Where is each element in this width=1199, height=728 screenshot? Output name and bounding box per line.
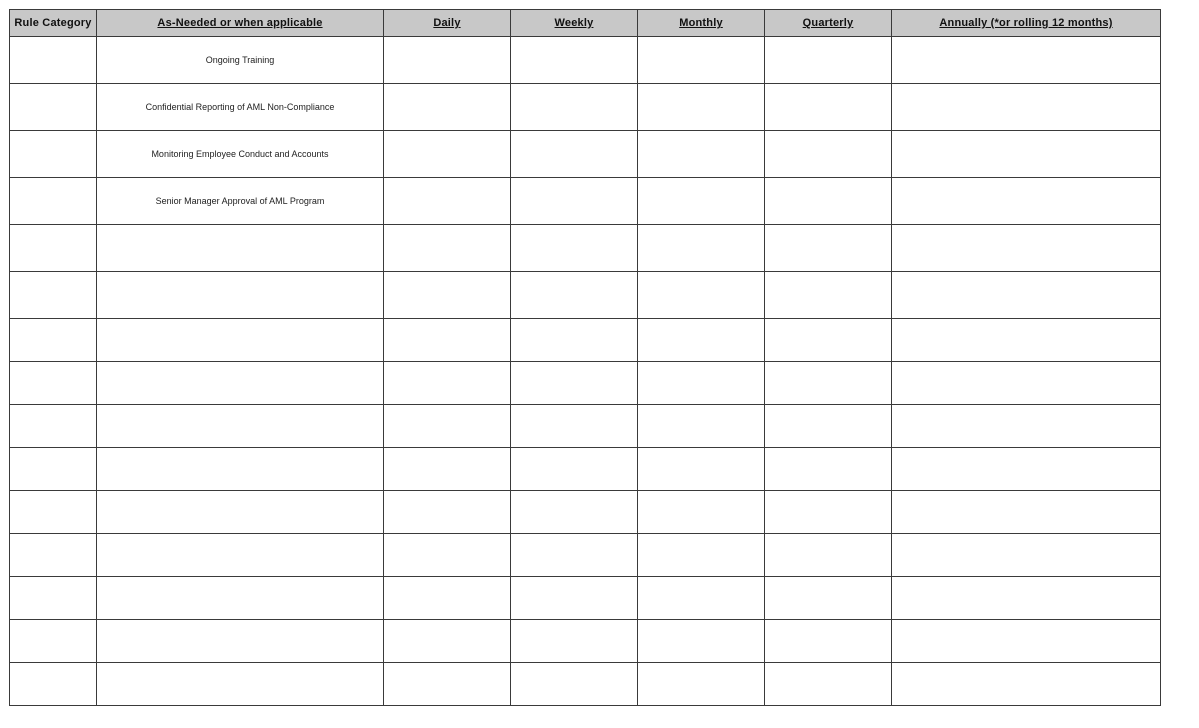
table-row xyxy=(10,362,1161,405)
cell-monthly xyxy=(638,272,765,319)
cell-as-needed xyxy=(97,577,384,620)
cell-weekly xyxy=(511,620,638,663)
cell-as-needed xyxy=(97,362,384,405)
cell-monthly xyxy=(638,534,765,577)
cell-monthly xyxy=(638,131,765,178)
cell-quarterly xyxy=(765,225,892,272)
cell-daily xyxy=(384,663,511,706)
cell-annually xyxy=(892,663,1161,706)
cell-quarterly xyxy=(765,362,892,405)
table-row xyxy=(10,491,1161,534)
cell-monthly xyxy=(638,620,765,663)
table-row xyxy=(10,178,1161,225)
table-row xyxy=(10,534,1161,577)
cell-as-needed: Monitoring Employee Conduct and Accounts xyxy=(97,131,384,178)
cell-weekly xyxy=(511,534,638,577)
cell-quarterly xyxy=(765,319,892,362)
cell-weekly xyxy=(511,37,638,84)
cell-monthly xyxy=(638,663,765,706)
cell-annually xyxy=(892,272,1161,319)
cell-weekly xyxy=(511,405,638,448)
cell-rule-category xyxy=(10,663,97,706)
cell-daily xyxy=(384,362,511,405)
cell-daily xyxy=(384,448,511,491)
cell-daily xyxy=(384,272,511,319)
cell-daily xyxy=(384,620,511,663)
header-annually: Annually (*or rolling 12 months) xyxy=(892,10,1161,37)
cell-as-needed xyxy=(97,620,384,663)
cell-annually xyxy=(892,37,1161,84)
cell-quarterly xyxy=(765,178,892,225)
cell-rule-category xyxy=(10,491,97,534)
cell-quarterly xyxy=(765,534,892,577)
table-row xyxy=(10,319,1161,362)
cell-as-needed xyxy=(97,491,384,534)
cell-quarterly xyxy=(765,491,892,534)
cell-monthly xyxy=(638,84,765,131)
header-quarterly: Quarterly xyxy=(765,10,892,37)
table-row xyxy=(10,663,1161,706)
cell-rule-category xyxy=(10,362,97,405)
cell-as-needed xyxy=(97,319,384,362)
cell-as-needed xyxy=(97,272,384,319)
cell-rule-category xyxy=(10,620,97,663)
cell-rule-category xyxy=(10,131,97,178)
cell-annually xyxy=(892,491,1161,534)
cell-weekly xyxy=(511,491,638,534)
header-row xyxy=(10,10,1161,37)
cell-annually xyxy=(892,620,1161,663)
header-as-needed: As-Needed or when applicable xyxy=(97,10,384,37)
cell-rule-category xyxy=(10,319,97,362)
cell-annually xyxy=(892,534,1161,577)
cell-monthly xyxy=(638,362,765,405)
cell-monthly xyxy=(638,319,765,362)
cell-weekly xyxy=(511,577,638,620)
table-row xyxy=(10,405,1161,448)
cell-monthly xyxy=(638,37,765,84)
header-rule-category: Rule Category xyxy=(10,10,97,37)
cell-annually xyxy=(892,577,1161,620)
cell-as-needed xyxy=(97,225,384,272)
cell-annually xyxy=(892,319,1161,362)
cell-weekly xyxy=(511,663,638,706)
cell-weekly xyxy=(511,84,638,131)
cell-weekly xyxy=(511,178,638,225)
cell-daily xyxy=(384,405,511,448)
cell-monthly xyxy=(638,178,765,225)
header-daily: Daily xyxy=(384,10,511,37)
cell-monthly xyxy=(638,225,765,272)
cell-as-needed xyxy=(97,448,384,491)
cell-as-needed: Confidential Reporting of AML Non-Compliance xyxy=(97,84,384,131)
cell-monthly xyxy=(638,405,765,448)
table-row xyxy=(10,131,1161,178)
cell-quarterly xyxy=(765,620,892,663)
cell-quarterly xyxy=(765,84,892,131)
header-monthly: Monthly xyxy=(638,10,765,37)
cell-daily xyxy=(384,225,511,272)
cell-quarterly xyxy=(765,131,892,178)
cell-rule-category xyxy=(10,272,97,319)
cell-daily xyxy=(384,491,511,534)
cell-annually xyxy=(892,362,1161,405)
table-row xyxy=(10,84,1161,131)
cell-rule-category xyxy=(10,448,97,491)
cell-as-needed: Senior Manager Approval of AML Program xyxy=(97,178,384,225)
cell-weekly xyxy=(511,319,638,362)
table-row xyxy=(10,448,1161,491)
cell-quarterly xyxy=(765,663,892,706)
cell-annually xyxy=(892,178,1161,225)
cell-rule-category xyxy=(10,225,97,272)
cell-rule-category xyxy=(10,577,97,620)
cell-as-needed xyxy=(97,663,384,706)
cell-annually xyxy=(892,131,1161,178)
cell-quarterly xyxy=(765,37,892,84)
cell-rule-category xyxy=(10,37,97,84)
table-body xyxy=(10,37,1161,706)
cell-rule-category xyxy=(10,405,97,448)
cell-annually xyxy=(892,405,1161,448)
cell-rule-category xyxy=(10,178,97,225)
cell-as-needed: Ongoing Training xyxy=(97,37,384,84)
cell-daily xyxy=(384,178,511,225)
cell-as-needed xyxy=(97,534,384,577)
cell-daily xyxy=(384,84,511,131)
cell-daily xyxy=(384,319,511,362)
cell-weekly xyxy=(511,272,638,319)
cell-daily xyxy=(384,37,511,84)
cell-quarterly xyxy=(765,448,892,491)
cell-monthly xyxy=(638,448,765,491)
cell-quarterly xyxy=(765,577,892,620)
cell-weekly xyxy=(511,362,638,405)
table-row xyxy=(10,577,1161,620)
cell-daily xyxy=(384,577,511,620)
table-row xyxy=(10,225,1161,272)
table-row xyxy=(10,620,1161,663)
cell-annually xyxy=(892,225,1161,272)
cell-weekly xyxy=(511,131,638,178)
header-weekly: Weekly xyxy=(511,10,638,37)
table-row xyxy=(10,37,1161,84)
cell-quarterly xyxy=(765,405,892,448)
cell-quarterly xyxy=(765,272,892,319)
cell-annually xyxy=(892,84,1161,131)
cell-rule-category xyxy=(10,84,97,131)
table-row xyxy=(10,272,1161,319)
cell-as-needed xyxy=(97,405,384,448)
cell-weekly xyxy=(511,448,638,491)
schedule-table xyxy=(9,9,1161,706)
cell-monthly xyxy=(638,491,765,534)
cell-daily xyxy=(384,534,511,577)
cell-monthly xyxy=(638,577,765,620)
cell-daily xyxy=(384,131,511,178)
cell-rule-category xyxy=(10,534,97,577)
cell-weekly xyxy=(511,225,638,272)
cell-annually xyxy=(892,448,1161,491)
